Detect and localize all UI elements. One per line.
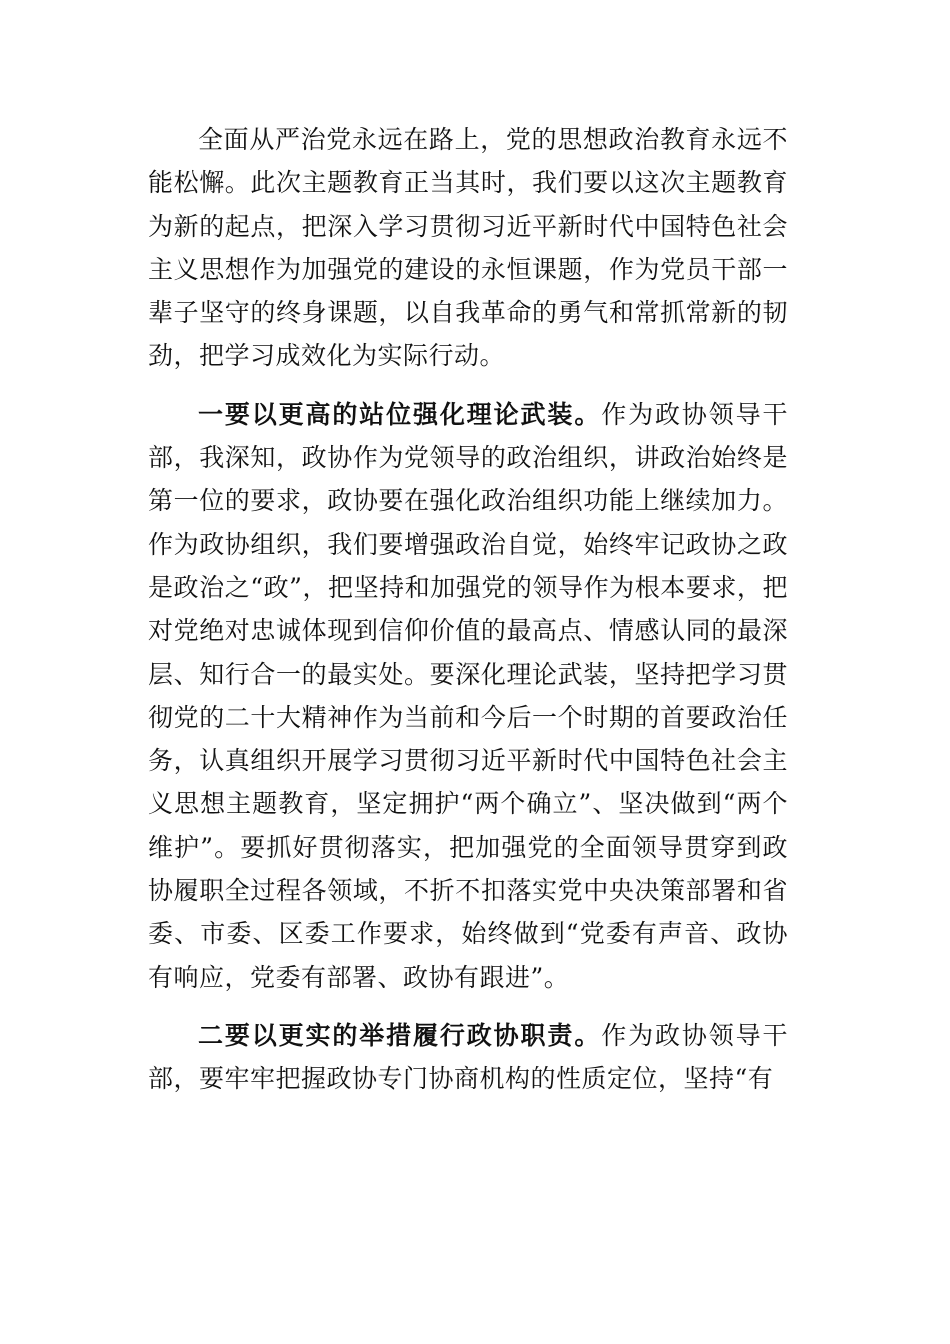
paragraph-body: 作为政协领导干部，我深知，政协作为党领导的政治组织，讲政治始终是第一位的要求，政协要在强化政治组织功能上继续加力。作为政协组织，我们要增强政治自觉，始终牢记政协之政是政治之“政”，把坚持和加强党的领导作为根本要求，把对党绝对忠诚体现到信仰价值的最高点、情感认同的最深层、知行合一的最实处。要深化理论武装，坚持把学习贯彻党的二十大精神作为当前和今后一个时期的首要政治任务，认真组织开展学习贯彻习近平新时代中国特色社会主义思想主题教育，坚定拥护“两个确立”、坚决做到“两个维护”。要抓好贯彻落实，把加强党的全面领导贯穿到政协履职全过程各领域，不折不扣落实党中央决策部署和省委、市委、区委工作要求，始终做到“党委有声音、政协有响应，党委有部署、政协有跟进”。 <box>148 399 788 992</box>
paragraph-cppcc-duties <box>148 1014 788 1101</box>
document-page <box>148 118 788 1101</box>
paragraph-body: 全面从严治党永远在路上，党的思想政治教育永远不能松懈。此次主题教育正当其时，我们要以这次主题教育为新的起点，把深入学习贯彻习近平新时代中国特色社会主义思想作为加强党的建设的永恒课题，作为党员干部一辈子坚守的终身课题，以自我革命的勇气和常抓常新的韧劲，把学习成效化为实际行动。 <box>148 125 788 371</box>
paragraph-lead: 一要以更高的站位强化理论武装。 <box>198 399 602 429</box>
paragraph-intro <box>148 118 788 378</box>
paragraph-theory-armament <box>148 393 788 999</box>
paragraph-body: 作为政协领导干部，要牢牢把握政协专门协商机构的性质定位，坚持“有 <box>148 1020 788 1094</box>
paragraph-lead: 二要以更实的举措履行政协职责。 <box>198 1020 602 1050</box>
